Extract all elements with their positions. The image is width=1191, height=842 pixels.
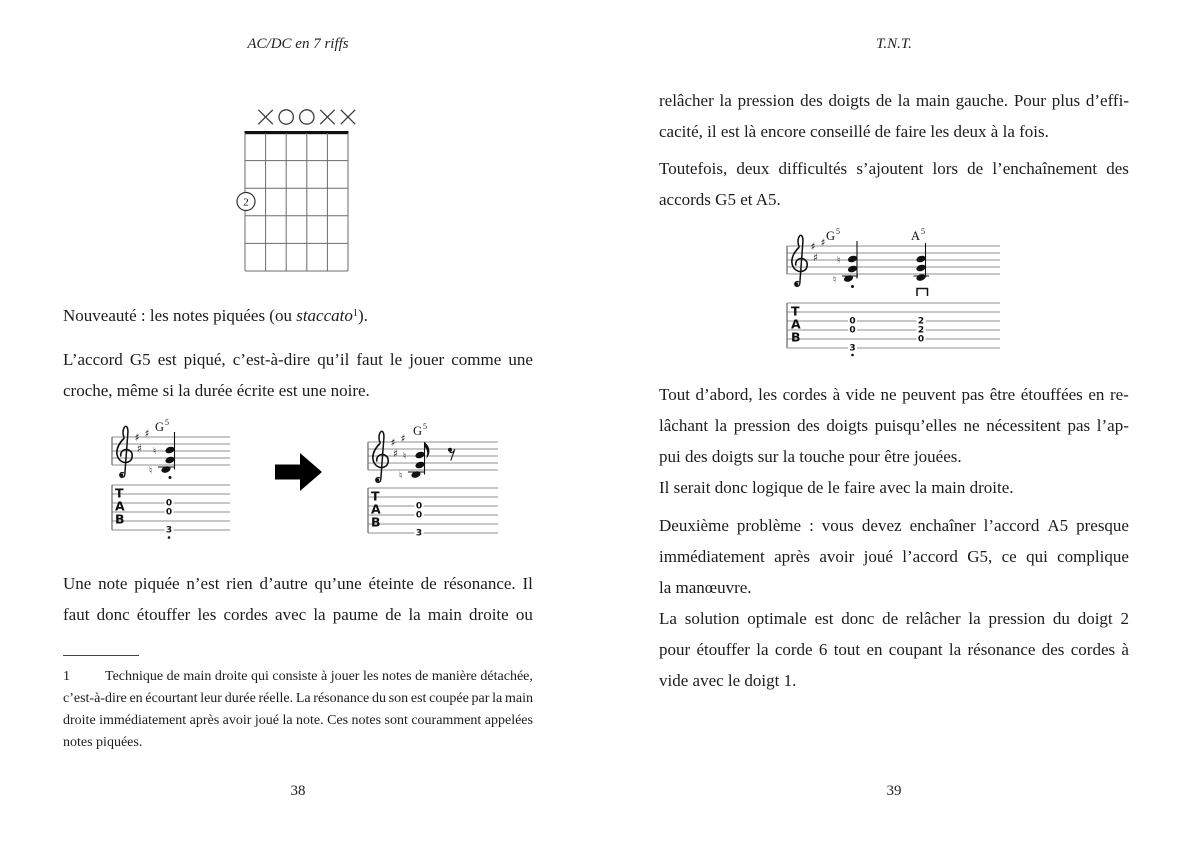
svg-text:♮: ♮	[837, 255, 841, 266]
string-marks-row	[258, 110, 355, 124]
text-line: relâcher la pression des doigts de la main gauche. Pour plus d’effi-	[659, 91, 1129, 110]
left-para-accord	[63, 344, 533, 406]
notation-staff	[787, 235, 1000, 296]
tab-letter: T	[115, 485, 124, 501]
text-line: notes piquées.	[63, 735, 143, 750]
right-para-toutefois	[659, 153, 1129, 215]
figure-g5-croche	[360, 420, 505, 550]
chord-label-g5-sup: 5	[836, 227, 840, 236]
finger-number: 2	[243, 196, 249, 209]
right-para-deuxieme	[659, 510, 1129, 603]
text-line: 1 Technique de main droite qui consiste à jouer les notes de manière détachée,	[63, 669, 533, 684]
transformation-arrow-icon	[275, 452, 325, 494]
text-line: Toutefois, deux difficultés s’ajoutent lors de l’enchaînement des	[659, 159, 1129, 178]
tab-number: 0	[415, 510, 423, 521]
staccato-dot	[169, 476, 172, 479]
svg-text:♮: ♮	[403, 451, 407, 462]
left-para-nouveaute	[63, 298, 533, 329]
tab-number-g5: 0	[849, 325, 856, 336]
text-line: pour étouffer la corde 6 tout en coupant la résonance des cordes à	[659, 640, 1129, 659]
left-para-note-piquee	[63, 568, 533, 630]
g5-chord	[399, 442, 429, 482]
right-page-number: 39	[886, 783, 902, 799]
tab-letter: B	[371, 514, 381, 530]
left-page-header: AC/DC en 7 riffs	[247, 36, 349, 52]
text-line: cacité, il est là encore conseillé de faire les deux à la fois.	[659, 122, 1049, 141]
text-line: immédiatement après avoir joué l’accord G5, ce qui complique	[659, 547, 1129, 566]
figure-g5-a5-enchainement	[785, 225, 1007, 360]
text-line: c’est-à-dire en écourtant leur durée réelle. La résonance du son est coupée par la main	[63, 691, 533, 706]
tab-letter: B	[791, 329, 801, 345]
tab-staff	[112, 485, 230, 539]
tab-number-g5: 0	[849, 316, 856, 327]
right-para-tout-dabord	[659, 379, 1129, 472]
tab-letter: A	[115, 498, 125, 514]
eighth-rest-icon	[448, 448, 455, 461]
tab-number: 0	[165, 507, 173, 518]
open-string-mark	[279, 110, 293, 124]
chord-diagram-g5	[230, 100, 365, 290]
text-line: Deuxième problème : vous devez enchaîner l’accord A5 presque	[659, 516, 1129, 535]
svg-text:♯: ♯	[390, 437, 396, 449]
svg-text:♯: ♯	[134, 432, 140, 444]
chord-label-sup: 5	[165, 418, 169, 427]
chord-label-a5-sup: 5	[921, 227, 925, 236]
right-para-solution	[659, 603, 1129, 696]
muted-string-mark	[341, 110, 355, 124]
notation-staff	[368, 431, 498, 482]
g5-chord	[833, 241, 858, 288]
tab-staff	[787, 303, 1000, 356]
tab-number-a5: 0	[917, 334, 925, 345]
tab-number: 0	[165, 498, 173, 509]
chord-label-a5: A	[911, 229, 921, 243]
right-para-logique	[659, 472, 1129, 503]
svg-text:♯: ♯	[400, 433, 406, 445]
treble-clef-icon	[117, 426, 132, 477]
g5-chord	[149, 432, 175, 479]
svg-text:♮: ♮	[153, 446, 157, 457]
chord-label: G	[155, 420, 165, 434]
text-line: pui des doigts sur la touche pour être jouées.	[659, 447, 962, 466]
tab-staff	[368, 488, 498, 539]
text-line: Nouveauté : les notes piquées (ou staccato$^1$).	[63, 306, 368, 326]
svg-text:♮: ♮	[149, 465, 153, 477]
text-line: Tout d’abord, les cordes à vide ne peuvent pas être étouffées en re-	[659, 385, 1129, 404]
text-line: La solution optimale est donc de relâcher la pression du doigt 2	[659, 609, 1129, 628]
svg-text:♮: ♮	[833, 274, 837, 286]
text-line: Il serait donc logique de le faire avec la main droite.	[659, 478, 1014, 497]
text-line: croche, même si la durée écrite est une noire.	[63, 381, 370, 400]
left-page-number: 38	[290, 783, 306, 799]
nut	[245, 131, 349, 134]
svg-text:♯: ♯	[393, 448, 399, 460]
tab-letter: B	[115, 511, 125, 527]
tab-number-g5: 3	[849, 343, 856, 354]
text-line: droite immédiatement après avoir joué la note. Ces notes sont couramment appelées	[63, 713, 533, 728]
downstroke-icon	[917, 289, 928, 297]
open-string-mark	[300, 110, 314, 124]
footnote-rule	[63, 655, 139, 656]
staccato-dot	[168, 536, 171, 539]
text-line: lâchant la pression des doigts puisqu’elles ne nécessitent pas l’ap-	[659, 416, 1129, 435]
right-para-relacher	[659, 85, 1129, 147]
svg-text:♯: ♯	[820, 237, 826, 249]
muted-string-mark	[320, 110, 334, 124]
text-line: faut donc étouffer les cordes avec la paume de la main droite ou	[63, 605, 533, 624]
fretboard-grid	[245, 133, 348, 271]
svg-text:♯: ♯	[144, 428, 150, 440]
text-line: accords G5 et A5.	[659, 190, 781, 209]
tab-letter: T	[371, 488, 380, 504]
left-footnote	[63, 666, 533, 754]
text-line: la manœuvre.	[659, 578, 752, 597]
chord-label-g5: G	[826, 229, 836, 243]
tab-number: 3	[165, 525, 173, 536]
treble-clef-icon	[373, 431, 388, 482]
treble-clef-icon	[792, 235, 807, 286]
finger-marker	[237, 193, 255, 211]
figure-g5-noire	[105, 415, 240, 550]
chord-label: G	[413, 424, 423, 438]
tab-number-a5: 2	[917, 316, 925, 327]
notation-staff	[112, 426, 230, 479]
tab-letter: T	[791, 303, 800, 319]
tab-letter: A	[791, 316, 801, 332]
text-line: L’accord G5 est piqué, c’est-à-dire qu’il faut le jouer comme une	[63, 350, 533, 369]
tab-number: 3	[415, 528, 423, 539]
text-line: vide avec le doigt 1.	[659, 671, 797, 690]
staccato-dot	[851, 285, 854, 288]
svg-text:♮: ♮	[399, 470, 403, 482]
text-line: Une note piquée n’est rien d’autre qu’une éteinte de résonance. Il	[63, 574, 533, 593]
tab-number-a5: 2	[917, 325, 925, 336]
right-page-header: T.N.T.	[876, 36, 912, 52]
tab-letter: A	[371, 501, 381, 517]
tab-number: 0	[415, 501, 423, 512]
svg-text:♯: ♯	[810, 241, 816, 253]
svg-text:♯: ♯	[813, 252, 819, 264]
chord-label-sup: 5	[423, 422, 427, 431]
staccato-dot	[851, 354, 854, 357]
a5-chord	[914, 243, 930, 296]
svg-text:♯: ♯	[137, 443, 143, 455]
muted-string-mark	[258, 110, 272, 124]
